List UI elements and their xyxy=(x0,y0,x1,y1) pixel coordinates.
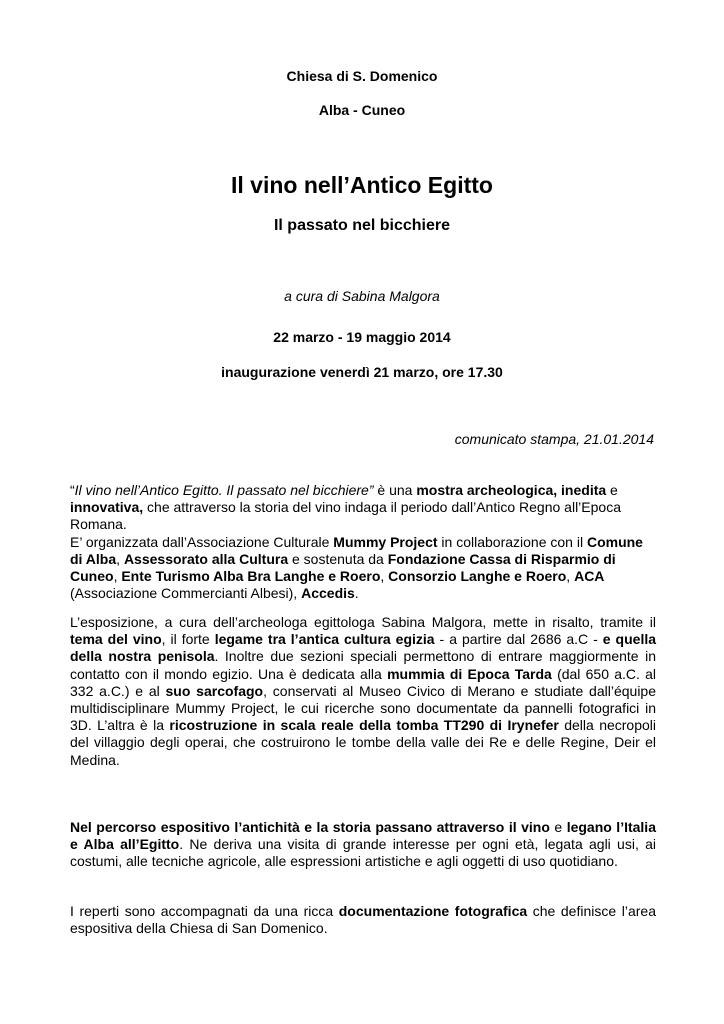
text-run: . Ne deriva una visita di grande interesse per ogni età, legata agli usi, ai costumi, alle tecniche agricole, alle espressioni artistiche e agli oggetti di uso quotidiano. xyxy=(70,836,656,870)
text-run: E’ organizzata dall’Associazione Culturale xyxy=(70,533,334,550)
title-quote: Il vino nell’Antico Egitto. Il passato nel bicchiere” xyxy=(74,482,374,498)
bold-run: mostra archeologica, inedita xyxy=(416,482,607,498)
bold-run: ACA xyxy=(574,568,605,585)
bold-run: mummia di Epoca Tarda xyxy=(387,665,552,682)
bold-run: documentazione fotografica xyxy=(338,903,528,919)
press-release-date: comunicato stampa, 21.01.2014 xyxy=(454,431,654,447)
bold-run: Ente Turismo Alba Bra Langhe e Roero xyxy=(121,568,381,585)
exhibition-subtitle: Il passato nel bicchiere xyxy=(273,217,451,234)
bold-run: Nel percorso espositivo l’antichità e la storia passano attraverso il vino xyxy=(70,819,550,835)
text-run: e sostenuta da xyxy=(288,550,388,567)
text-run: , xyxy=(113,568,122,585)
organizer-line-2: Alba - Cuneo xyxy=(318,102,406,118)
text-run: che definisce l’area espositiva della Chiesa di San Domenico. xyxy=(70,903,656,937)
bold-run: Fondazione Cassa di Risparmio di Cuneo xyxy=(70,550,616,585)
exhibition-title: Il vino nell’Antico Egitto xyxy=(231,172,493,198)
text-run: è una xyxy=(373,482,417,498)
text-run: , xyxy=(566,568,575,585)
text-run: in collaborazione con il xyxy=(437,533,587,550)
text-run: , il forte xyxy=(161,631,215,648)
bold-run: suo sarcofago xyxy=(165,682,264,699)
text-run: . xyxy=(354,585,359,602)
text-run: , xyxy=(116,550,124,567)
bold-run: e quella della nostra penisola xyxy=(70,631,657,665)
bold-run: tema del vino xyxy=(70,631,162,648)
bold-run: Accedis xyxy=(301,585,355,602)
bold-run: Mummy Project xyxy=(333,533,438,550)
text-run: , xyxy=(380,568,389,585)
text-run: L’esposizione, a cura dell’archeologa egittologa Sabina Malgora, mette in risalto, tramite il xyxy=(70,614,656,630)
paragraph-organizers xyxy=(70,534,656,603)
paragraph-exhibition xyxy=(70,614,656,769)
text-run: (Associazione Commercianti Albesi), xyxy=(70,585,302,602)
text-run: e xyxy=(606,482,618,498)
text-run: . Inoltre due sezioni speciali permettono di entrare maggiormente in contatto con il mondo egizio. Una è dedicata alla xyxy=(70,648,656,682)
paragraph-findings xyxy=(70,903,656,937)
text-run: (dal 650 a.C. al 332 a.C.) e al xyxy=(70,665,656,699)
bold-run: innovativa, xyxy=(70,499,144,516)
paragraph-itinerary xyxy=(70,819,656,871)
text-run: I reperti sono accompagnati da una ricca xyxy=(70,903,339,919)
bold-run: Assessorato alla Cultura xyxy=(123,550,289,567)
organizer-line-1: Chiesa di S. Domenico xyxy=(286,68,438,84)
exhibition-dates: 22 marzo - 19 maggio 2014 xyxy=(273,329,451,345)
paragraph-intro xyxy=(70,482,656,534)
text-run: - a partire dal 2686 a.C - xyxy=(434,631,603,648)
text-run: che attraverso la storia del vino indaga il periodo dall’Antico Regno all’Epoca Romana. xyxy=(70,499,621,533)
open-quote: “ xyxy=(70,482,75,498)
bold-run: Comune di Alba xyxy=(70,533,643,567)
text-run: e xyxy=(549,819,567,835)
bold-run: ricostruzione in scala reale della tomba TT290 di Irynefer xyxy=(169,717,559,734)
bold-run: legano l’Italia e Alba all’Egitto xyxy=(70,819,656,853)
intro-paragraphs xyxy=(70,482,656,602)
bold-run: legame tra l’antica cultura egizia xyxy=(214,631,435,648)
inauguration-line: inaugurazione venerdì 21 marzo, ore 17.30 xyxy=(221,364,503,380)
bold-run: Consorzio Langhe e Roero xyxy=(388,568,567,585)
text-run: , conservati al Museo Civico di Merano e studiate dall’équipe multidisciplinare Mummy Project, le cui ricerche sono documentate da pannelli fotografici in 3D. L’altra è la xyxy=(70,682,657,734)
curator-line: a cura di Sabina Malgora xyxy=(284,288,440,304)
text-run: della necropoli del villaggio degli operai, che costruirono le tombe della valle dei Re e delle Regine, Deir el Medina. xyxy=(70,717,657,768)
